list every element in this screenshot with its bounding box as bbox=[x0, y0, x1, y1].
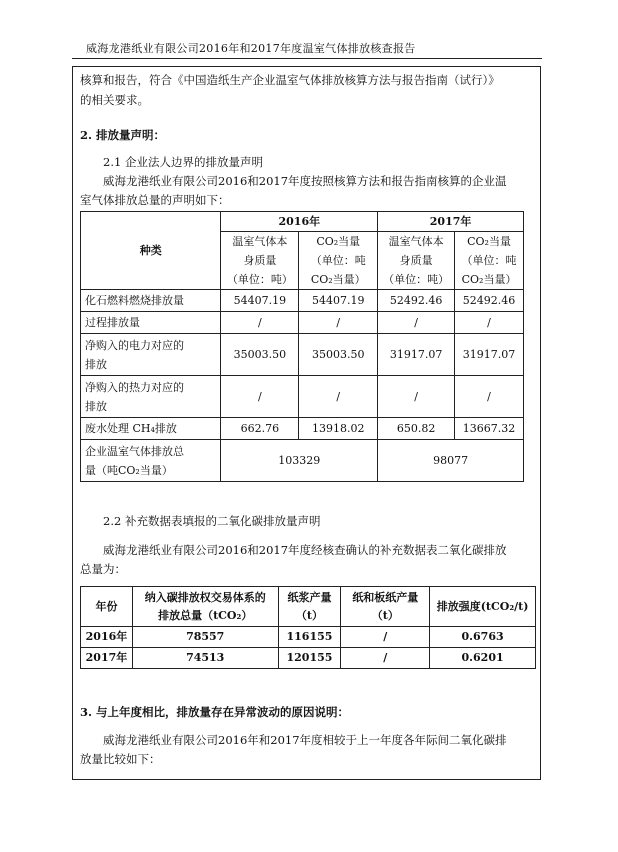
page-header: 威海龙港纸业有限公司2016年和2017年度温室气体排放核查报告 bbox=[86, 42, 416, 55]
table-row: 过程排放量 / / / / bbox=[81, 312, 524, 334]
para-1-line-2: 室气体排放总量的声明如下： bbox=[80, 193, 230, 207]
header-co2-2016: CO₂当量 （单位：吨 CO₂当量） bbox=[299, 232, 378, 290]
year-2017-header: 2017年 bbox=[378, 212, 524, 232]
header-mass-2016: 温室气体本 身质量 （单位：吨） bbox=[221, 232, 299, 290]
table-row: 废水处理 CH₄排放 662.76 13918.02 650.82 13667.32 bbox=[81, 418, 524, 440]
header-mass-2017: 温室气体本 身质量 （单位：吨） bbox=[378, 232, 455, 290]
emissions-table bbox=[80, 211, 524, 482]
intro-line-1: 核算和报告，符合《中国造纸生产企业温室气体排放核算方法与报告指南（试行）》 bbox=[80, 73, 500, 87]
table-row bbox=[81, 212, 524, 232]
section-2-1-title: 2.1 企业法人边界的排放量声明 bbox=[103, 155, 263, 169]
para-2-line-1: 威海龙港纸业有限公司2016和2017年度经核查确认的补充数据表二氧化碳排放 bbox=[103, 543, 507, 557]
header-co2-2017: CO₂当量 （单位：吨 CO₂当量） bbox=[455, 232, 524, 290]
para-1-line-1: 威海龙港纸业有限公司2016和2017年度按照核算方法和报告指南核算的企业温 bbox=[103, 174, 507, 188]
para-3-line-1: 威海龙港纸业有限公司2016年和2017年度相较于上一年度各年际间二氧化碳排 bbox=[103, 733, 507, 747]
para-3-line-2: 放量比较如下： bbox=[80, 752, 161, 766]
year-2016-header: 2016年 bbox=[221, 212, 378, 232]
table-row: 净购入的电力对应的 排放 35003.50 35003.50 31917.07 31917.07 bbox=[81, 334, 524, 376]
para-2-line-2: 总量为： bbox=[80, 562, 126, 576]
table-row: 2017年 74513 120155 / 0.6201 bbox=[81, 648, 536, 669]
total-2016: 103329 bbox=[221, 440, 378, 482]
section-2-heading: 2. 排放量声明： bbox=[80, 128, 166, 142]
section-3-heading: 3. 与上年度相比，排放量存在异常波动的原因说明： bbox=[80, 705, 350, 719]
total-label: 企业温室气体排放总 量（吨CO₂当量） bbox=[81, 440, 221, 482]
section-2-2-title: 2.2 补充数据表填报的二氧化碳排放量声明 bbox=[103, 514, 321, 528]
table-row: 净购入的热力对应的 排放 / / / / bbox=[81, 376, 524, 418]
col-kind-header: 种类 bbox=[81, 212, 221, 290]
table-row bbox=[81, 440, 524, 482]
header-rule bbox=[72, 58, 542, 59]
table-row: 2016年 78557 116155 / 0.6763 bbox=[81, 627, 536, 648]
supplementary-table bbox=[80, 586, 536, 669]
intro-line-2: 的相关要求。 bbox=[80, 93, 149, 107]
table-row: 年份 纳入碳排放权交易体系的 排放总量（tCO₂） 纸浆产量 （t） 纸和板纸产量 （t） 排放强度(tCO₂/t) bbox=[81, 587, 536, 627]
table-row: 化石燃料燃烧排放量 54407.19 54407.19 52492.46 52492.46 bbox=[81, 290, 524, 312]
total-2017: 98077 bbox=[378, 440, 524, 482]
